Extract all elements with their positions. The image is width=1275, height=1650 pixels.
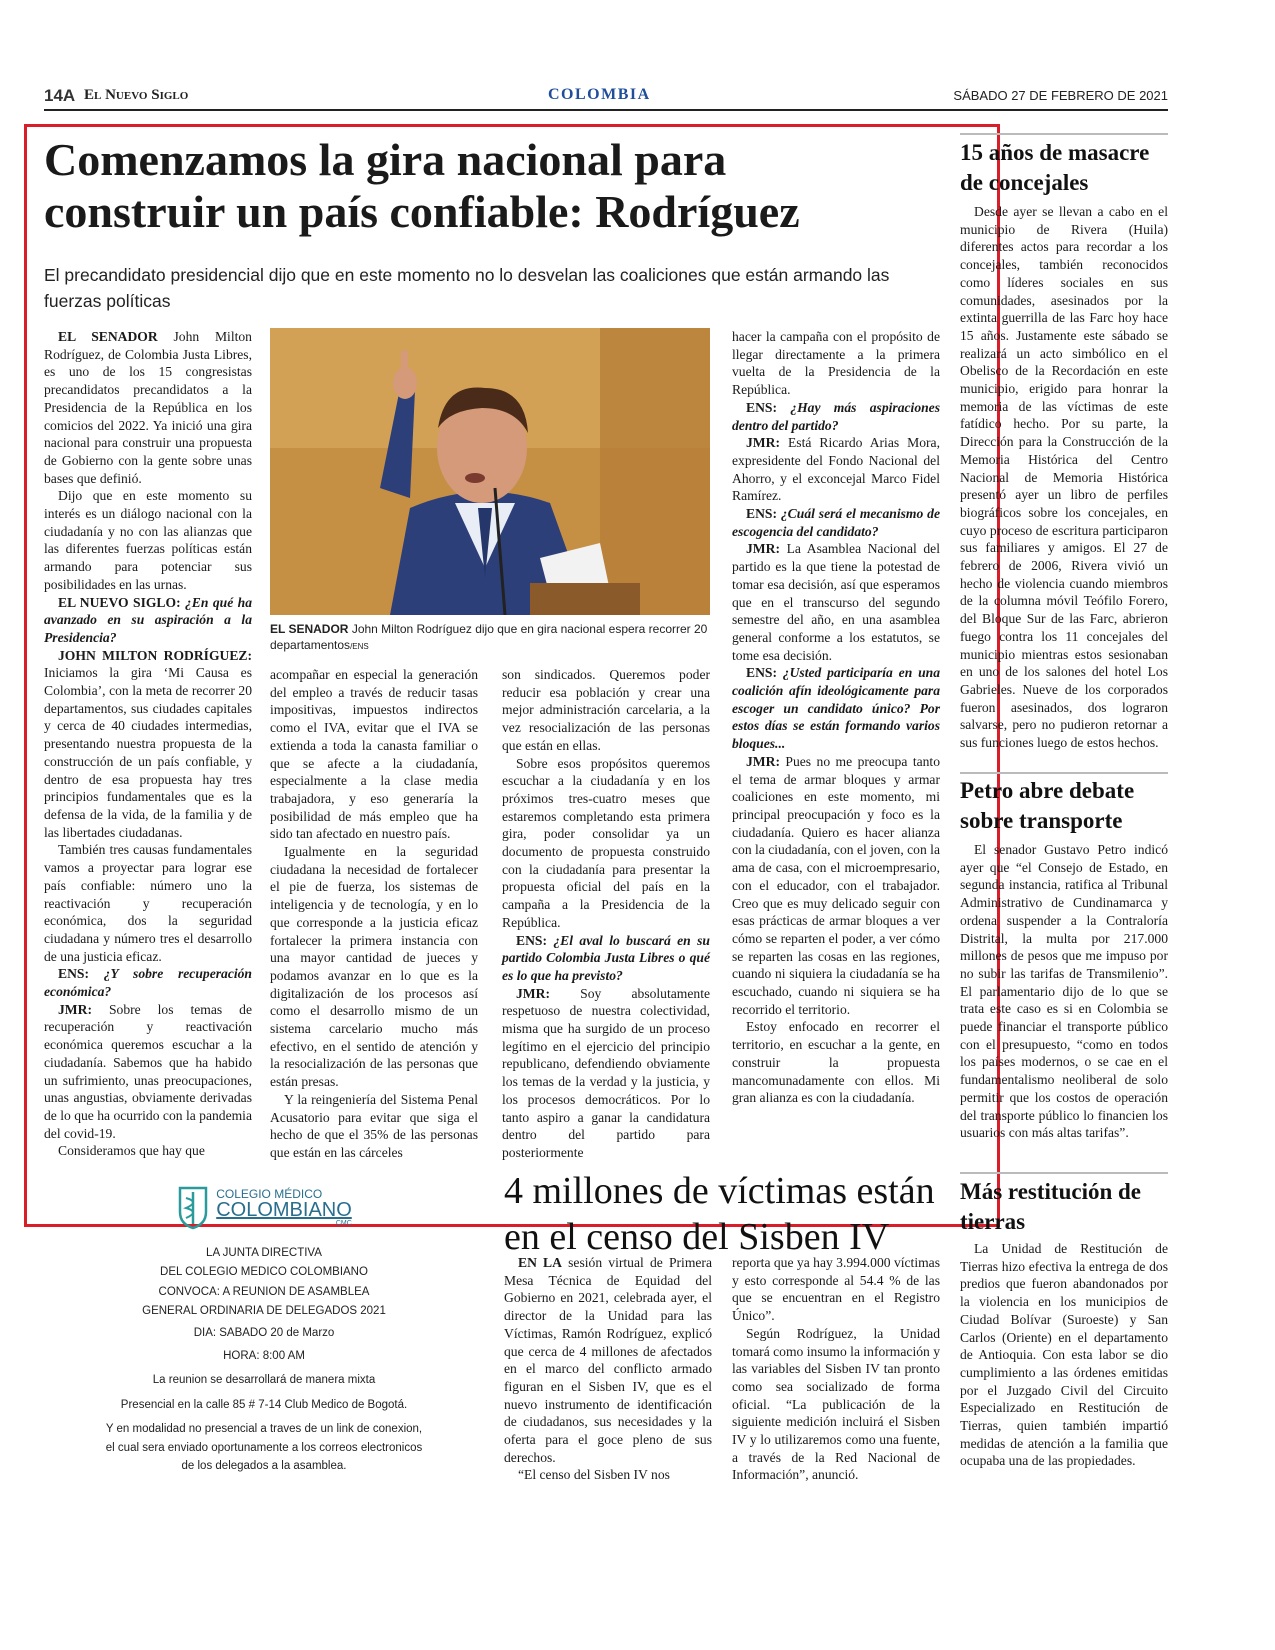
paragraph-text: Dijo que en este momento su interés es un diálogo nacional con la ciudadanía y no con las alianzas que las diferentes fuerzas políticas están armando para potenciar sus posibilidades en las urnas. [44, 488, 252, 592]
bottom-headline-line1: 4 millones de víctimas están [504, 1170, 935, 1212]
ad-line-7: La reunion se desarrollará de manera mixta [152, 1374, 376, 1386]
section-name: COLOMBIA [548, 86, 651, 103]
side1-body [960, 203, 1168, 752]
paragraph-text: hacer la campaña con el propósito de llegar directamente a la primera vuelta de la Presidencia de la República. [732, 329, 940, 398]
paragraph-text: “El censo del Sisben IV nos [518, 1467, 670, 1483]
paragraph-text: Consideramos que hay que [58, 1143, 205, 1159]
paragraph-text: Y la reingeniería del Sistema Penal Acusatorio para evitar que siga el hecho de que el 35% de las personas que están en las cárceles [270, 1091, 478, 1160]
photo-caption-lead: EL SENADOR [270, 622, 349, 636]
paragraph-text: reporta que ya hay 3.994.000 víctimas y esto corresponde al 54.4 % de las que se encuentran en el Registro Único”. [732, 1255, 941, 1324]
photo-caption-text: John Milton Rodríguez dijo que en gira nacional espera recorrer 20 departamentos [270, 622, 708, 652]
bottom-column-1 [504, 1254, 712, 1484]
paragraph-lead: JMR: [746, 753, 780, 769]
paragraph-text: John Milton Rodríguez, de Colombia Justa Libres, es uno de los 15 congresistas precandidatos precandidatos a la Presidencia de la República en los comicios del 2022. Ya inició una gira nacional para construir una propuesta de Gobierno con la gente sobre unas bases que definió. [44, 329, 252, 486]
paragraph-lead: JMR: [516, 985, 550, 1001]
paragraph [732, 1325, 940, 1484]
paragraph-lead: ENS: [746, 399, 777, 415]
ad-line-6: HORA: 8:00 AM [223, 1349, 305, 1362]
paragraph-lead: JMR: [58, 1001, 92, 1017]
paragraph [504, 1254, 712, 1466]
caduceus-icon [176, 1184, 210, 1230]
side2-paragraph: El senador Gustavo Petro indicó ayer que “el Consejo de Estado, en segunda instancia, ratifica al Tribunal Administrativo de Cundinamarca y ordena suspender a la Contraloría Distrital, la multa por 217.000 millones de pesos que me impuso por no subir las tarifas de Transmilenio”. El parlamentario dijo de lo que se trata este caso es si en Colombia se puede financiar el transporte público con el presupuesto, “como en todos los países modernos, o se cae en el fundamentalismo neoliberal de solo permitir que los costos de operación del transporte público lo financien los usuarios con más altas tarifas”. [960, 842, 1168, 1141]
medical-college-logo [44, 1184, 484, 1230]
side3-body [960, 1240, 1168, 1470]
assembly-notice-ad [44, 1178, 484, 1478]
interview-question: ¿En qué ha avanzado en su aspiración a la Presidencia? [44, 594, 252, 645]
bottom-column-2 [732, 1254, 940, 1484]
ad-line-8: Presencial en la calle 85 # 7-14 Club Medico de Bogotá. [120, 1398, 408, 1411]
paragraph-lead: ENS: [58, 966, 89, 982]
paragraph-lead: ENS: [516, 932, 547, 948]
side3-headline: Más restitución de tierras [960, 1179, 1142, 1234]
side2-body [960, 841, 1168, 1142]
paragraph-text: Según Rodríguez, la Unidad tomará como insumo la información y las variables del Sisben IV tan pronto como sea socializado de forma oficial. “La publicación de la siguiente medición incluirá el Sisben IV y lo utilizaremos como una fuente, a través de la Red Nacional de Información”, anunció. [732, 1325, 941, 1483]
ad-line-11: de los delegados a la asamblea. [181, 1460, 347, 1472]
paragraph-text: La Asamblea Nacional del partido es la que tiene la potestad de tomar esa decisión, así que esperamos que en el transcurso del segundo semestre del año, en una asamblea general conforme a los estatutos, se tome esa decisión. [732, 541, 940, 663]
ad-line-2: DEL COLEGIO MEDICO COLOMBIANO [160, 1265, 368, 1278]
paragraph [732, 1254, 940, 1325]
paragraph-text: acompañar en especial la generación del empleo a través de reducir tasas impositivas, impuestos indirectos como el IVA, evitar que el IVA se extienda a toda la canasta familiar o que se afecte a la ciudadanía, especialmente a la clase media trabajadora, y eso generaría la posibilidad de más empleo que ha sido tan afectado en nuestro país. [270, 667, 478, 842]
logo-line2: COLOMBIANO [216, 1198, 352, 1221]
ad-line-5: DIA: SABADO 20 de Marzo [193, 1327, 335, 1339]
paragraph-lead: ENS: [746, 665, 777, 681]
main-headline-line1: Comenzamos la gira nacional para [44, 134, 727, 185]
paragraph-lead: JOHN MILTON RODRÍGUEZ: [58, 647, 252, 663]
interview-question: ¿Usted participaría en una coalición afín ideológicamente para escoger un candidato único? Por estos días se están formando varios bloques... [732, 665, 940, 752]
interview-question: ¿Hay más aspiraciones dentro del partido? [732, 399, 940, 433]
paragraph-lead: EL NUEVO SIGLO: [58, 594, 181, 610]
paper-name: El Nuevo Siglo [84, 87, 189, 103]
side2-headline: Petro abre debate sobre transporte [960, 778, 1135, 833]
page-number: 14A [44, 86, 76, 105]
paragraph-text: sesión virtual de Primera Mesa Técnica de Equidad del Gobierno en 2021, celebrada ayer, el director de la Unidad para las Víctimas, Ramón Rodríguez, explicó que cerca de 4 millones de afectados en el marco del conflicto armado figuran en el Sisben IV, que es el nuevo instrumento de identificación de ciudadanos, sus necesidades y la oferta para el goce pleno de sus derechos. [504, 1255, 712, 1465]
ad-line-1: LA JUNTA DIRECTIVA [206, 1247, 322, 1259]
main-dek: El precandidato presidencial dijo que en este momento no lo desvelan las coaliciones que están armando las fuerzas políticas [44, 265, 890, 311]
side1-headline: 15 años de masacre de concejales [960, 140, 1150, 195]
sidebar-rule [960, 133, 1168, 135]
logo-sub: CMC [335, 1219, 352, 1227]
paragraph-text: Estoy enfocado en recorrer el territorio, en escuchar a la gente, en construir la propuesta mancomunadamente con ellos. Mi gran alianza es con la ciudadanía. [732, 1019, 940, 1106]
paragraph-text: Pues no me preocupa tanto el tema de armar bloques y armar coaliciones en este momento, mi principal preocupación y foco es la ciudadanía. Quiero es hacer alianza con la ciudadanía, con el joven, con la ama de casa, con el microempresario, con el educador, con el trabajador. Creo que es muy delicado seguir con esas prácticas de armar bloques a ver cómo se reparten el poder, a ver cómo se reparten las cosas en las regiones, cuando ni siquiera la ciudadanía se ha escuchado, cuando ni siquiera se ha recorrido el territorio. [732, 753, 940, 1017]
paragraph-text: Sobre los temas de recuperación y reactivación económica queremos escuchar a la ciudadanía. Sabemos que ha habido un sufrimiento, unas preocupaciones, unas angustias, obviamente derivadas de lo que ha ocurrido con la pandemia del covid-19. [44, 1001, 252, 1141]
paragraph-lead: EL SENADOR [58, 329, 158, 344]
bottom-headline-line2: en el censo del Sisben IV [504, 1216, 890, 1258]
bottom-headline [504, 1168, 944, 1260]
page-header [44, 86, 1168, 108]
logo-line1: COLEGIO MÉDICO [216, 1186, 323, 1201]
side3-paragraph: La Unidad de Restitución de Tierras hizo efectiva la entrega de dos predios que fueron abandonados por la violencia en los municipios de Ciudad Bolívar (Suroeste) y San Carlos (Oriente) en el departamento de Antioquia. Con esta labor se dio cumplimiento a las órdenes emitidas por el Juzgado Civil del Circuito Especializado en Restitución de Tierras, quien también impartió medidas de atención a la familia que ocupaba una de las propiedades. [960, 1241, 1168, 1469]
paragraph-text: Iniciamos la gira ‘Mi Causa es Colombia’, con la meta de recorrer 20 departamentos, sus ciudades capitales y cerca de 40 ciudades intermedias, presentando nuestra propuesta de la construcción de un país confiable, y dentro de esa propuesta hay tres principios fundamentales que es la defensa de la vida, de la familia y de las libertades ciudadanas. [44, 665, 252, 840]
ad-line-3: CONVOCA: A REUNION DE ASAMBLEA [158, 1286, 370, 1298]
side2-rule [960, 772, 1168, 774]
paragraph [504, 1466, 712, 1484]
paragraph-lead: JMR: [746, 435, 780, 451]
interview-question: ¿Cuál será el mecanismo de escogencia del candidato? [732, 506, 940, 539]
highlight-frame [24, 124, 1000, 1227]
paragraph-text: Está Ricardo Arias Mora, expresidente del Fondo Nacional del Ahorro, y el exconcejal Marco Fidel Ramírez. [732, 435, 940, 504]
ad-line-10: el cual sera enviado oportunamente a los correos electronicos [105, 1441, 423, 1454]
paragraph-text: Soy absolutamente respetuoso de nuestra colectividad, misma que ha surgido de un proceso legítimo en el ejercicio del principio republicano, defendiendo obviamente los temas de la verdad y la justicia, y los procesos democráticos. Por lo tanto aspiro a ganar la candidatura dentro del partido para posteriormente [502, 985, 710, 1160]
ad-line-4: GENERAL ORDINARIA DE DELEGADOS 2021 [142, 1304, 386, 1317]
paragraph-lead: JMR: [746, 541, 780, 557]
paragraph-lead: EN LA [518, 1255, 562, 1270]
side3-rule [960, 1172, 1168, 1174]
interview-question: ¿El aval lo buscará en su partido Colombia Justa Libres o qué es lo que ha previsto? [502, 932, 710, 983]
paragraph-text: son sindicados. Queremos poder reducir esa población y crear una mejor administración carcelaria, a la vez resocialización de las personas que están en ellas. [502, 667, 710, 753]
interview-question: ¿Y sobre recuperación económica? [44, 966, 252, 1000]
issue-date: SÁBADO 27 DE FEBRERO DE 2021 [953, 88, 1168, 103]
photo-caption-credit: /ENS [350, 642, 369, 651]
ad-line-9: Y en modalidad no presencial a traves de un link de conexion, [105, 1423, 423, 1435]
paragraph-text: Sobre esos propósitos queremos escuchar a la ciudadanía y en los próximos tres-cuatro meses que estaremos completando esta primera gira, poder consolidar ya un documento de propuesta construido con la ciudadanía para presentar la propuesta oficial del país en la campaña a la Presidencia de la República. [502, 755, 710, 930]
paragraph-text: Igualmente en la seguridad ciudadana la necesidad de fortalecer el pie de fuerza, los sistemas de inteligencia y de tecnología, y en lo que corresponde a la justicia eficaz fortalecer la primera instancia con una mayor cantidad de jueces y podamos avanzar en lo que es la digitalización de los procesos así como el desarrollo mismo de un sistema carcelario mucho más efectivo, en el sentido de atención y la resocialización de las personas que están presas. [270, 844, 478, 1090]
paragraph-lead: ENS: [746, 506, 777, 522]
side1-paragraph: Desde ayer se llevan a cabo en el municipio de Rivera (Huila) diferentes actos para recordar a los concejales, también reconocidos como líderes sociales en sus comunidades, asesinados por la extinta guerrilla de las Farc hoy hace 15 años. Justamente este sábado se realizará un acto simbólico en el Obelisco de la Recordación en este municipio, erigido para honrar la memoria de las víctimas de este fatídico hecho. Por su parte, la Dirección para la Construcción de la Memoria Histórica del Centro Nacional de Memoria Histórica presentó ayer un libro de perfiles biográficos sobre los concejales, en cuyo proceso de escritura participaron sus familiares y amigos. El 27 de febrero de 2006, Rivera vivió un hecho de violencia cuando miembros de la columna móvil Teófilo Forero, del Bloque Sur de las Farc, abrieron fuego contra los 11 concejales del municipio mientras estos sesionaban en uno de los salones del hotel Los Gabrieles. Nueve de los corporados fueron asesinados, dos lograron salvarse, pero no pudieron retornar a sus funciones luego de estos hechos. [960, 204, 1168, 751]
paragraph-text: También tres causas fundamentales vamos a proyectar para lograr ese país confiable: número uno la reactivación y recuperación económica, dos la seguridad ciudadana y número tres el desarrollo de una justicia eficaz. [44, 842, 252, 964]
header-rule [44, 109, 1168, 111]
main-headline-line2: construir un país confiable: Rodríguez [44, 186, 800, 237]
